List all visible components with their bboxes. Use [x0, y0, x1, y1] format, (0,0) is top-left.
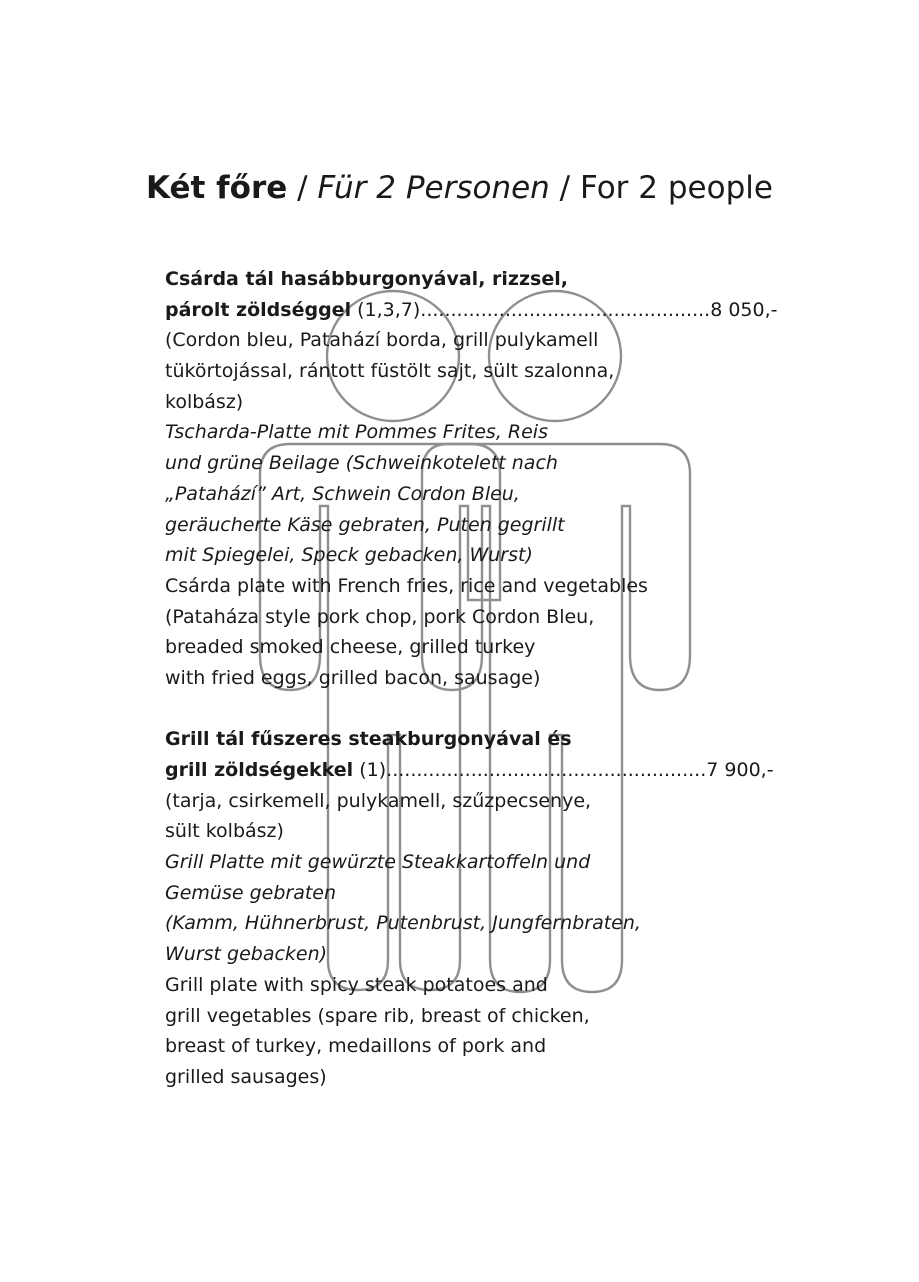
description-german: „Patahází” Art, Schwein Cordon Bleu, [165, 482, 520, 505]
title-english: For 2 people [579, 170, 773, 206]
description-german: geräucherte Käse gebraten, Puten gegrillt [165, 513, 565, 536]
menu-list [165, 264, 805, 1093]
dish-name-line [165, 264, 805, 295]
dish-name: Grill tál fűszeres steakburgonyával és [165, 728, 572, 751]
description-german: mit Spiegelei, Speck gebacken, Wurst) [165, 544, 533, 567]
title-german: Für 2 Personen [317, 170, 550, 206]
description-german: Grill Platte mit gewürzte Steakkartoffeln und [165, 851, 591, 874]
description-german: Gemüse gebraten [165, 881, 337, 904]
description-english: (Pataháza style pork chop, pork Cordon Bleu, [165, 605, 595, 628]
menu-item-grill-plate [165, 724, 805, 1092]
dish-name-price-line [165, 755, 805, 786]
description-hungarian: tükörtojással, rántott füstölt sajt, sült szalonna, [165, 360, 615, 383]
title-separator: / [549, 170, 580, 206]
dish-price: 8 050,- [710, 298, 778, 321]
dish-name: grill zöldségekkel [165, 759, 354, 781]
description-german: Tscharda-Platte mit Pommes Frites, Reis [165, 421, 548, 444]
item-spacer [165, 694, 805, 725]
menu-item-csarda-plate [165, 264, 805, 694]
allergen-codes: (1,3,7) [351, 298, 421, 321]
description-hungarian: (tarja, csirkemell, pulykamell, szűzpecsenye, [165, 789, 592, 812]
price-leader-dots: ................................................ [420, 298, 711, 321]
title-hungarian: Két főre [146, 170, 288, 206]
description-english: Csárda plate with French fries, rice and vegetables [165, 574, 648, 597]
dish-name-line [165, 724, 805, 755]
description-hungarian: (Cordon bleu, Patahází borda, grill pulykamell [165, 329, 599, 352]
description-hungarian: kolbász) [165, 390, 244, 413]
description-english: grilled sausages) [165, 1065, 327, 1088]
page-title [0, 166, 919, 210]
price-leader-dots: ..................................................... [386, 759, 707, 781]
dish-name-price-line [165, 295, 805, 326]
dish-name: Csárda tál hasábburgonyával, rizzsel, [165, 268, 568, 290]
description-german: und grüne Beilage (Schweinkotelett nach [165, 452, 558, 475]
allergen-codes: (1) [353, 759, 387, 781]
description-english: breaded smoked cheese, grilled turkey [165, 636, 536, 659]
title-separator: / [287, 170, 318, 206]
description-english: breast of turkey, medaillons of pork and [165, 1035, 547, 1058]
description-english: Grill plate with spicy steak potatoes and [165, 973, 548, 996]
dish-price: 7 900,- [706, 759, 774, 781]
description-german: Wurst gebacken) [165, 943, 328, 966]
description-english: grill vegetables (spare rib, breast of chicken, [165, 1004, 590, 1027]
dish-name: párolt zöldséggel [165, 298, 352, 321]
description-hungarian: sült kolbász) [165, 820, 284, 843]
description-english: with fried eggs, grilled bacon, sausage) [165, 666, 541, 689]
description-german: (Kamm, Hühnerbrust, Putenbrust, Jungfernbraten, [165, 912, 641, 935]
